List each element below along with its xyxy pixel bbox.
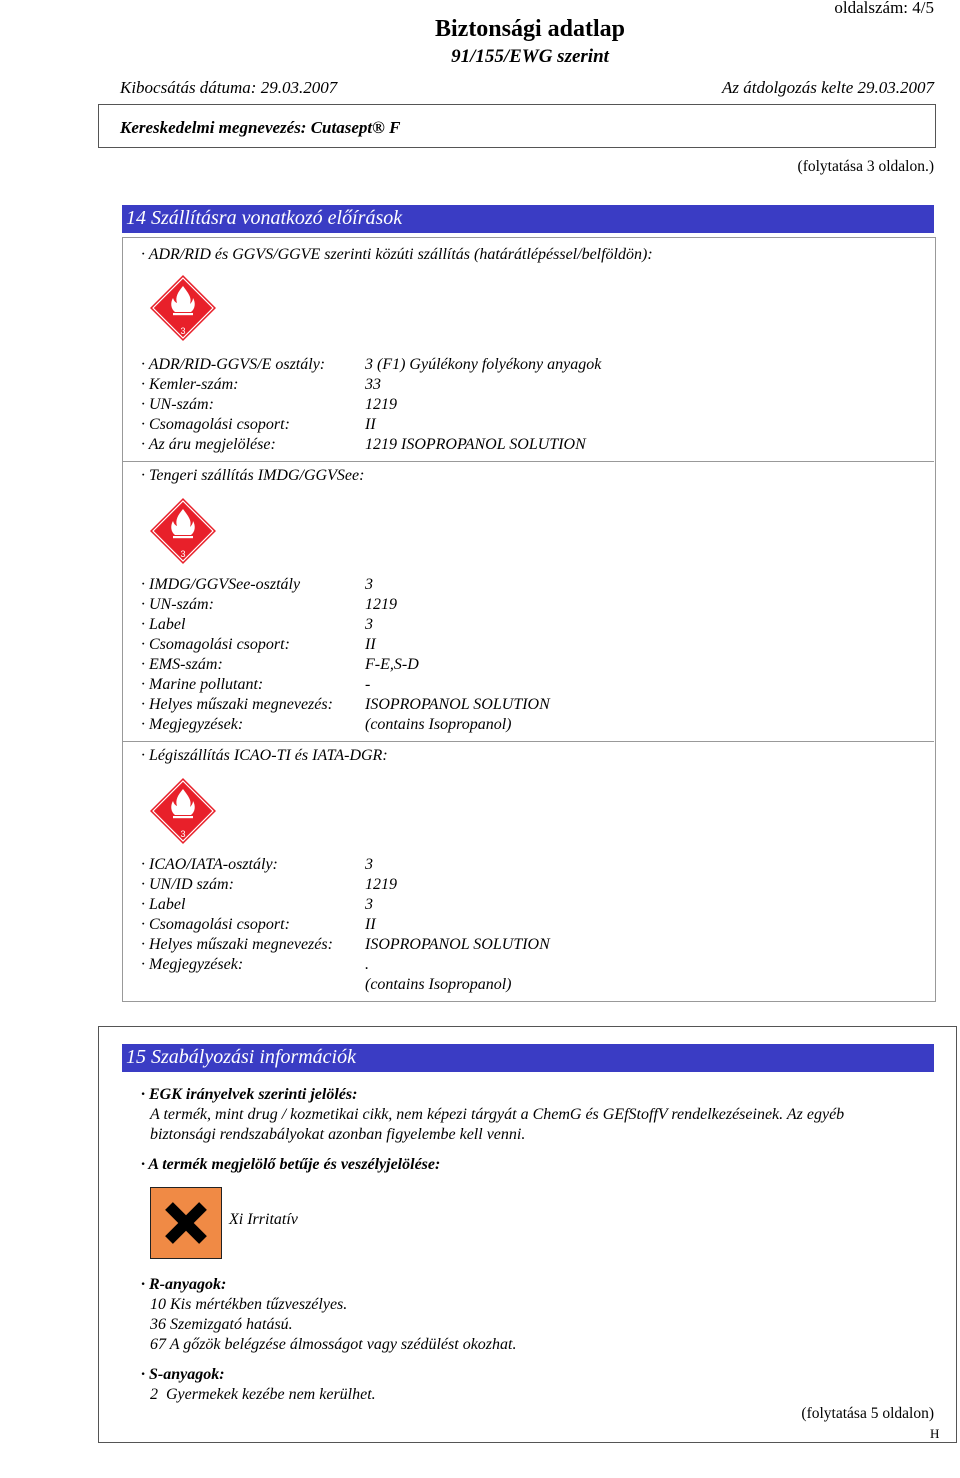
road-packing-value: II	[365, 416, 376, 433]
marine-pollutant-value: -	[365, 676, 371, 693]
continued-from: (folytatása 3 oldalon.)	[797, 158, 934, 175]
irritant-xi-symbol-icon	[150, 1187, 222, 1259]
sea-un-value: 1219	[365, 596, 397, 613]
road-un-label: · UN-szám:	[141, 396, 214, 413]
kemler-value: 33	[365, 376, 381, 393]
air-label-label: · Label	[141, 896, 186, 913]
road-un-value: 1219	[365, 396, 397, 413]
imdg-class-value: 3	[365, 576, 373, 593]
un-id-value: 1219	[365, 876, 397, 893]
flammable-liquid-placard-icon	[148, 273, 218, 343]
marine-pollutant-label: · Marine pollutant:	[141, 676, 264, 693]
placard-class-number: 3	[180, 326, 186, 336]
sea-proper-name-value: ISOPROPANOL SOLUTION	[365, 696, 550, 713]
air-proper-name-label: · Helyes műszaki megnevezés:	[141, 936, 333, 953]
air-packing-value: II	[365, 916, 376, 933]
road-class-value: 3 (F1) Gyúlékony folyékony anyagok	[365, 356, 602, 373]
footer-mark: H	[930, 1426, 940, 1441]
r-phrase: 67 A gőzök belégzése álmosságot vagy szédülést okozhat.	[150, 1336, 517, 1353]
road-class-label: · ADR/RID-GGVS/E osztály:	[141, 356, 326, 373]
sea-label-value: 3	[365, 616, 373, 633]
sea-un-label: · UN-szám:	[141, 596, 214, 613]
sea-packing-value: II	[365, 636, 376, 653]
hazard-symbol-heading: · A termék megjelölő betűje és veszélyjelölése:	[141, 1156, 441, 1173]
divider	[122, 461, 934, 462]
air-transport-rows	[0, 856, 960, 1001]
s-phrase: 2 Gyermekek kezébe nem kerülhet.	[150, 1386, 376, 1403]
hazard-symbol-label: Xi Irritatív	[229, 1211, 298, 1228]
air-proper-name-value: ISOPROPANOL SOLUTION	[365, 936, 550, 953]
sea-transport-heading: · Tengeri szállítás IMDG/GGVSee:	[141, 467, 365, 484]
issue-date: Kibocsátás dátuma: 29.03.2007	[120, 78, 338, 97]
air-label-value: 3	[365, 896, 373, 913]
sea-packing-label: · Csomagolási csoport:	[141, 636, 290, 653]
kemler-label: · Kemler-szám:	[141, 376, 239, 393]
ems-label: · EMS-szám:	[141, 656, 223, 673]
flammable-liquid-placard-icon	[148, 496, 218, 566]
document-subtitle: 91/155/EWG szerint	[451, 46, 609, 67]
imdg-class-label: · IMDG/GGVSee-osztály	[141, 576, 301, 593]
air-remarks-label: · Megjegyzések:	[141, 956, 244, 973]
eu-marking-text-line1: A termék, mint drug / kozmetikai cikk, nem képezi tárgyát a ChemG és GEfStoffV rendelkezéseinek. Az egyéb	[150, 1106, 845, 1123]
placard-class-number: 3	[180, 549, 186, 559]
flammable-liquid-placard-icon	[148, 776, 218, 846]
air-transport-heading: · Légiszállítás ICAO-TI és IATA-DGR:	[141, 747, 388, 764]
air-packing-label: · Csomagolási csoport:	[141, 916, 290, 933]
eu-marking-text-line2: biztonsági rendszabályokat azonban figyelembe kell venni.	[150, 1126, 526, 1143]
trade-name: Kereskedelmi megnevezés: Cutasept® F	[120, 118, 401, 137]
r-phrase: 36 Szemizgató hatású.	[150, 1316, 293, 1333]
goods-designation-label: · Az áru megjelölése:	[141, 436, 276, 453]
un-id-label: · UN/ID szám:	[141, 876, 234, 893]
icao-class-value: 3	[365, 856, 373, 873]
divider	[122, 741, 934, 742]
road-transport-rows	[0, 356, 960, 461]
road-transport-heading: · ADR/RID és GGVS/GGVE szerinti közúti szállítás (határátlépéssel/belföldön):	[141, 246, 653, 263]
air-remarks-value-line2: (contains Isopropanol)	[365, 976, 512, 993]
section-14-title: 14 Szállításra vonatkozó előírások	[126, 207, 403, 229]
document-title: Biztonsági adatlap	[434, 16, 626, 42]
goods-designation-value: 1219 ISOPROPANOL SOLUTION	[365, 436, 586, 453]
r-phrase: 10 Kis mértékben tűzveszélyes.	[150, 1296, 348, 1313]
revision-date: Az átdolgozás kelte 29.03.2007	[721, 78, 934, 97]
sea-remarks-value: (contains Isopropanol)	[365, 716, 512, 733]
sea-label-label: · Label	[141, 616, 186, 633]
page-number: oldalszám: 4/5	[834, 0, 934, 17]
icao-class-label: · ICAO/IATA-osztály:	[141, 856, 278, 873]
placard-class-number: 3	[180, 829, 186, 839]
ems-value: F-E,S-D	[365, 656, 419, 673]
continued-to: (folytatása 5 oldalon)	[801, 1405, 934, 1422]
sea-remarks-label: · Megjegyzések:	[141, 716, 244, 733]
sea-proper-name-label: · Helyes műszaki megnevezés:	[141, 696, 333, 713]
s-phrases-heading: · S-anyagok:	[141, 1366, 225, 1383]
r-phrases-heading: · R-anyagok:	[141, 1276, 227, 1293]
road-packing-label: · Csomagolási csoport:	[141, 416, 290, 433]
section-15-title-bar	[122, 1044, 934, 1072]
sea-transport-rows	[0, 576, 960, 741]
section-15-title: 15 Szabályozási információk	[126, 1046, 356, 1068]
section-14-title-bar	[122, 205, 934, 233]
eu-marking-heading: · EGK irányelvek szerinti jelölés:	[141, 1086, 358, 1103]
air-remarks-value: .	[365, 956, 369, 973]
